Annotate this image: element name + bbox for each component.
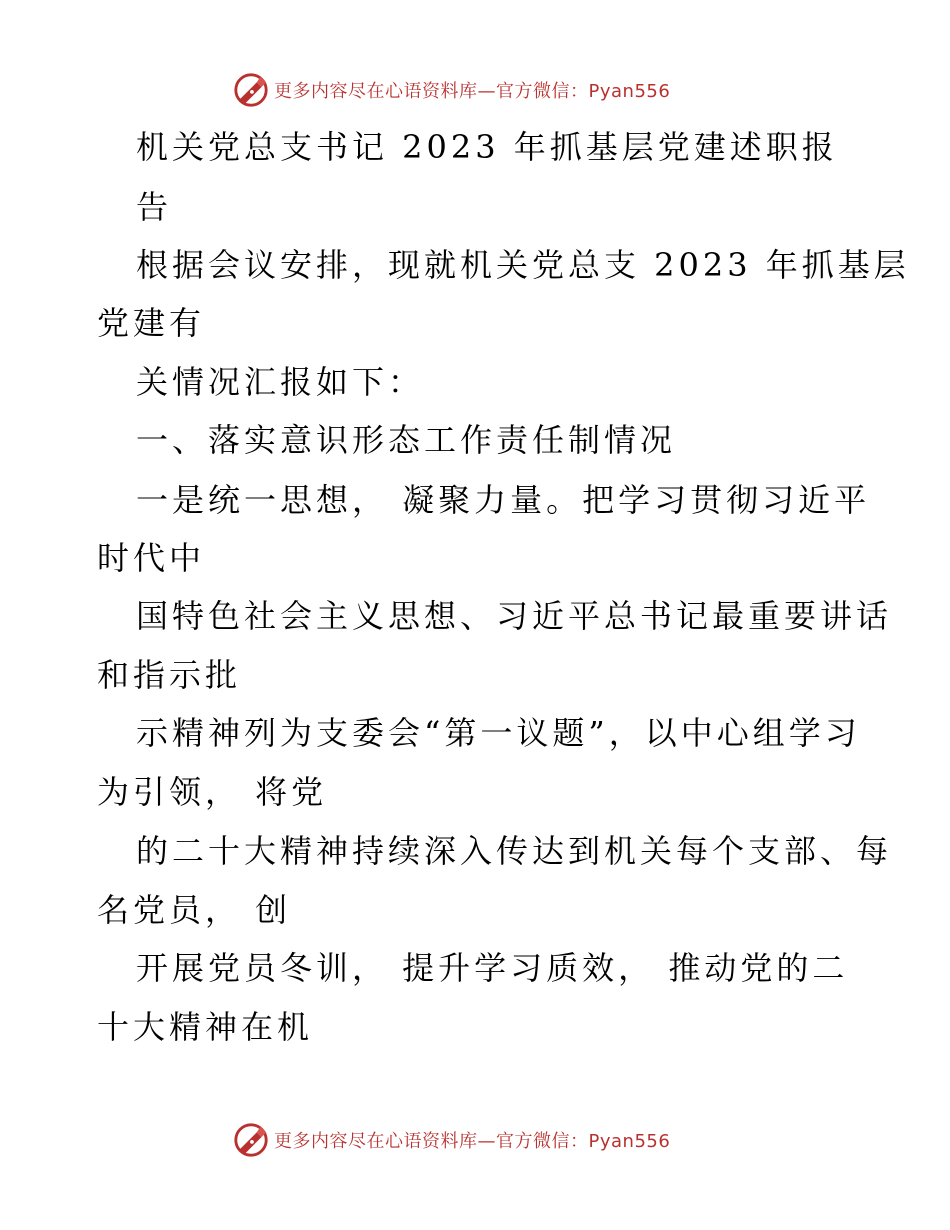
doc-paragraph-line: 为引领， 将党: [97, 773, 328, 811]
doc-paragraph-line: 时代中: [97, 539, 206, 577]
doc-paragraph-line: 示精神列为支委会“第一议题”，以中心组学习: [136, 714, 861, 752]
footer-watermark-banner: [232, 1120, 670, 1160]
doc-paragraph-line: 的二十大精神持续深入传达到机关每个支部、每: [136, 832, 893, 870]
doc-section-heading: 一、落实意识形态工作责任制情况: [136, 421, 677, 459]
watermark-text: 更多内容尽在心语资料库—官方微信：Pyan556: [274, 81, 671, 102]
doc-paragraph-line: 十大精神在机: [97, 1008, 314, 1046]
doc-paragraph-line: 党建有: [97, 304, 206, 342]
watermark-text: 更多内容尽在心语资料库—官方微信：Pyan556: [274, 1131, 671, 1152]
doc-paragraph-line: 和指示批: [97, 656, 242, 694]
doc-title-line-1: 机关党总支书记 2023 年抓基层党建述职报: [136, 128, 838, 166]
doc-paragraph-line: 开展党员冬训， 提升学习质效， 推动党的二: [136, 949, 849, 987]
doc-paragraph-line: 一是统一思想， 凝聚力量。把学习贯彻习近平: [136, 481, 871, 519]
doc-paragraph-line: 关情况汇报如下：: [136, 363, 425, 401]
doc-paragraph-line: 名党员， 创: [97, 891, 292, 929]
pen-nib-circle-icon: [232, 1121, 270, 1159]
doc-title-line-2: 告: [136, 188, 173, 226]
doc-paragraph-line: 根据会议安排，现就机关党总支 2023 年抓基层: [136, 246, 910, 284]
doc-paragraph-line: 国特色社会主义思想、习近平总书记最重要讲话: [136, 597, 893, 635]
